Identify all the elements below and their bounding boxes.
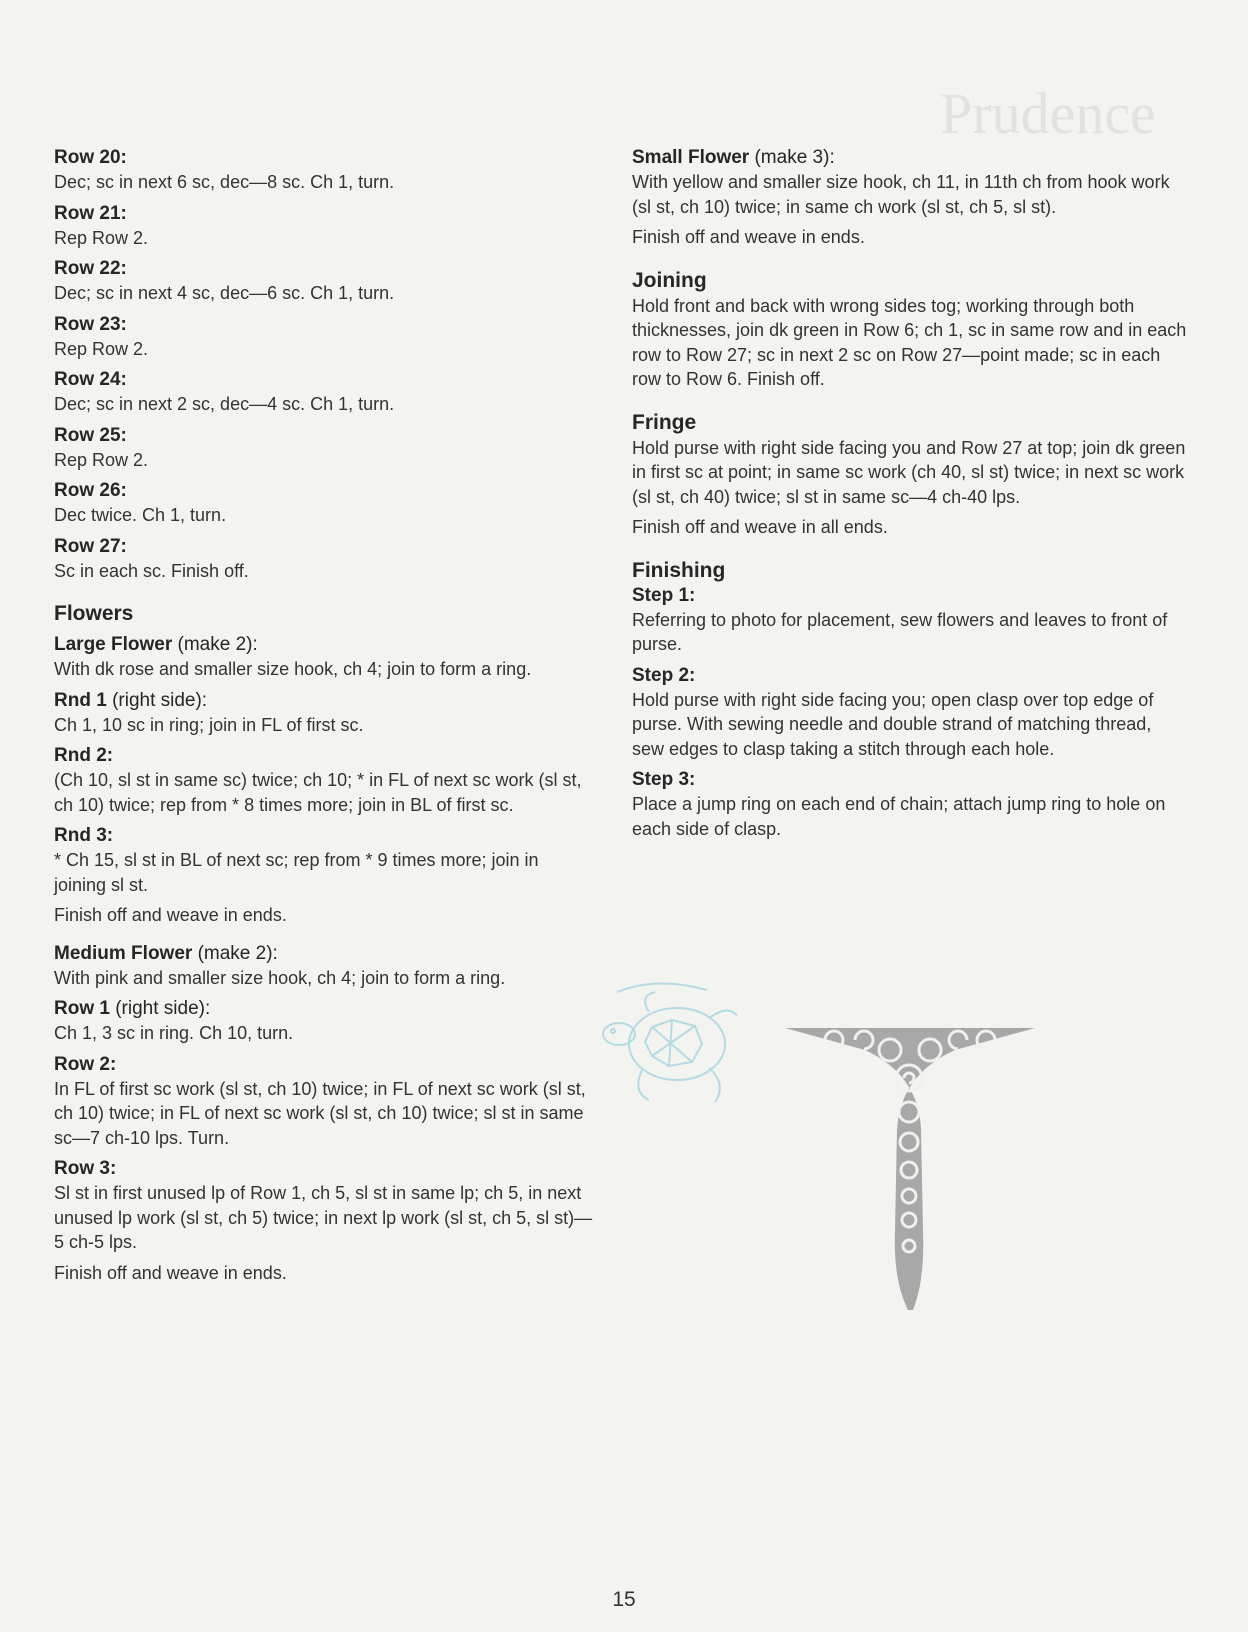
row-label: Row 20: <box>54 147 127 168</box>
row-note: (right side): <box>115 998 211 1019</box>
turtle-stamp-icon <box>597 982 747 1122</box>
row-22 <box>54 257 594 306</box>
finishing-step-3 <box>632 768 1187 841</box>
rnd-text: Ch 1, 10 sc in ring; join in FL of first sc. <box>54 714 364 735</box>
step-text: Place a jump ring on each end of chain; attach jump ring to hole on each side of clasp. <box>632 794 1166 839</box>
medium-flower-name: Medium Flower <box>54 942 193 964</box>
small-flower <box>632 146 1187 250</box>
rnd-note: (right side): <box>112 689 208 711</box>
step-label: Step 1: <box>632 584 696 606</box>
row-text: Dec twice. Ch 1, turn. <box>54 505 227 525</box>
row-20 <box>54 146 594 195</box>
finishing-step-1 <box>632 584 1187 657</box>
rnd-text: * Ch 15, sl st in BL of next sc; rep from * 9 times more; join in joining sl st. <box>54 850 539 895</box>
medium-flower-row-3 <box>54 1157 594 1285</box>
row-27 <box>54 535 594 584</box>
finish-text: Finish off and weave in ends. <box>54 1262 287 1283</box>
row-24 <box>54 368 594 417</box>
fringe-section <box>632 436 1187 540</box>
large-flower-rnd-1 <box>54 689 594 738</box>
finish-text: Finish off and weave in ends. <box>632 227 865 247</box>
finishing-heading: Finishing <box>632 558 726 582</box>
medium-flower-intro: With pink and smaller size hook, ch 4; join to form a ring. <box>54 967 506 988</box>
row-label: Row 25: <box>54 424 127 446</box>
finishing-step-2 <box>632 664 1187 762</box>
row-text: Ch 1, 3 sc in ring. Ch 10, turn. <box>54 1023 294 1043</box>
large-flower-rnd-2 <box>54 744 594 817</box>
large-flower-qty: (make 2): <box>177 634 258 655</box>
finish-text: Finish off and weave in ends. <box>54 905 287 925</box>
row-label: Row 23: <box>54 313 127 335</box>
medium-flower-row-1 <box>54 997 594 1046</box>
row-label: Row 21: <box>54 202 127 224</box>
row-26 <box>54 479 594 528</box>
row-text: Sc in each sc. Finish off. <box>54 560 249 581</box>
large-flower-intro: With dk rose and smaller size hook, ch 4; join to form a ring. <box>54 659 532 679</box>
right-column <box>632 146 1187 848</box>
joining-heading: Joining <box>632 268 707 292</box>
step-label: Step 3: <box>632 769 696 790</box>
rnd-label: Rnd 2: <box>54 745 114 766</box>
row-label: Row 26: <box>54 480 127 501</box>
row-label: Row 24: <box>54 369 127 390</box>
small-flower-qty: (make 3): <box>754 147 835 168</box>
row-text: Rep Row 2. <box>54 449 149 470</box>
rnd-label: Rnd 1 <box>54 689 107 711</box>
rnd-label: Rnd 3: <box>54 825 114 846</box>
large-flower-rnd-3 <box>54 824 594 928</box>
rnd-text: (Ch 10, sl st in same sc) twice; ch 10; * in FL of next sc work (sl st, ch 10) twice; rep from * 8 times more; join in BL of first sc. <box>54 770 582 815</box>
row-label: Row 2: <box>54 1053 117 1075</box>
row-text: Dec; sc in next 6 sc, dec—8 sc. Ch 1, turn. <box>54 172 395 192</box>
row-text: Dec; sc in next 2 sc, dec—4 sc. Ch 1, turn. <box>54 394 395 414</box>
medium-flower-qty: (make 2): <box>197 942 278 964</box>
row-25 <box>54 424 594 473</box>
row-label: Row 27: <box>54 535 127 557</box>
step-text: Referring to photo for placement, sew flowers and leaves to front of purse. <box>632 609 1168 654</box>
medium-flower <box>54 942 594 991</box>
row-label: Row 22: <box>54 258 127 279</box>
row-text: Sl st in first unused lp of Row 1, ch 5, sl st in same lp; ch 5, in next unused lp work (sl st, ch 5) twice; in next lp work (sl st, ch 5, sl st)—5 ch-5 lps. <box>54 1183 593 1252</box>
left-column <box>54 146 594 1292</box>
row-text: Dec; sc in next 4 sc, dec—6 sc. Ch 1, turn. <box>54 283 395 303</box>
row-23 <box>54 313 594 362</box>
page-number: 15 <box>612 1588 636 1611</box>
finish-text: Finish off and weave in all ends. <box>632 517 888 537</box>
decorative-ornament-icon <box>785 1020 1035 1315</box>
medium-flower-row-2 <box>54 1053 594 1151</box>
large-flower-name: Large Flower <box>54 634 173 655</box>
row-text: Rep Row 2. <box>54 338 149 359</box>
faded-page-title: Prudence <box>940 81 1156 146</box>
joining-text: Hold front and back with wrong sides tog; working through both thicknesses, join dk green in Row 6; ch 1, sc in same row and in each row to Row 27; sc in next 2 sc on Row 27—point made; sc in each row to Row 6. Finish off. <box>632 295 1187 389</box>
row-text: Rep Row 2. <box>54 227 149 248</box>
fringe-heading: Fringe <box>632 410 697 434</box>
large-flower <box>54 633 594 682</box>
row-21 <box>54 202 594 251</box>
fringe-text: Hold purse with right side facing you and Row 27 at top; join dk green in first sc at point; in same sc work (ch 40, sl st) twice; in next sc work (sl st, ch 40) twice; sl st in same sc—4 ch-40 lps. <box>632 437 1186 507</box>
joining-section <box>632 294 1187 392</box>
small-flower-name: Small Flower <box>632 147 750 168</box>
flowers-heading: Flowers <box>54 602 134 625</box>
step-label: Step 2: <box>632 664 696 686</box>
row-label: Row 3: <box>54 1158 117 1179</box>
step-text: Hold purse with right side facing you; open clasp over top edge of purse. With sewing needle and double strand of matching thread, sew edges to clasp taking a stitch through each hole. <box>632 689 1154 759</box>
row-label: Row 1 <box>54 998 110 1019</box>
row-text: In FL of first sc work (sl st, ch 10) twice; in FL of next sc work (sl st, ch 10) twice; in FL of next sc work (sl st, ch 10) twice; sl st in same sc—7 ch-10 lps. Turn. <box>54 1078 586 1148</box>
small-flower-text: With yellow and smaller size hook, ch 11, in 11th ch from hook work (sl st, ch 10) twice; in same ch work (sl st, ch 5, sl st). <box>632 172 1170 217</box>
